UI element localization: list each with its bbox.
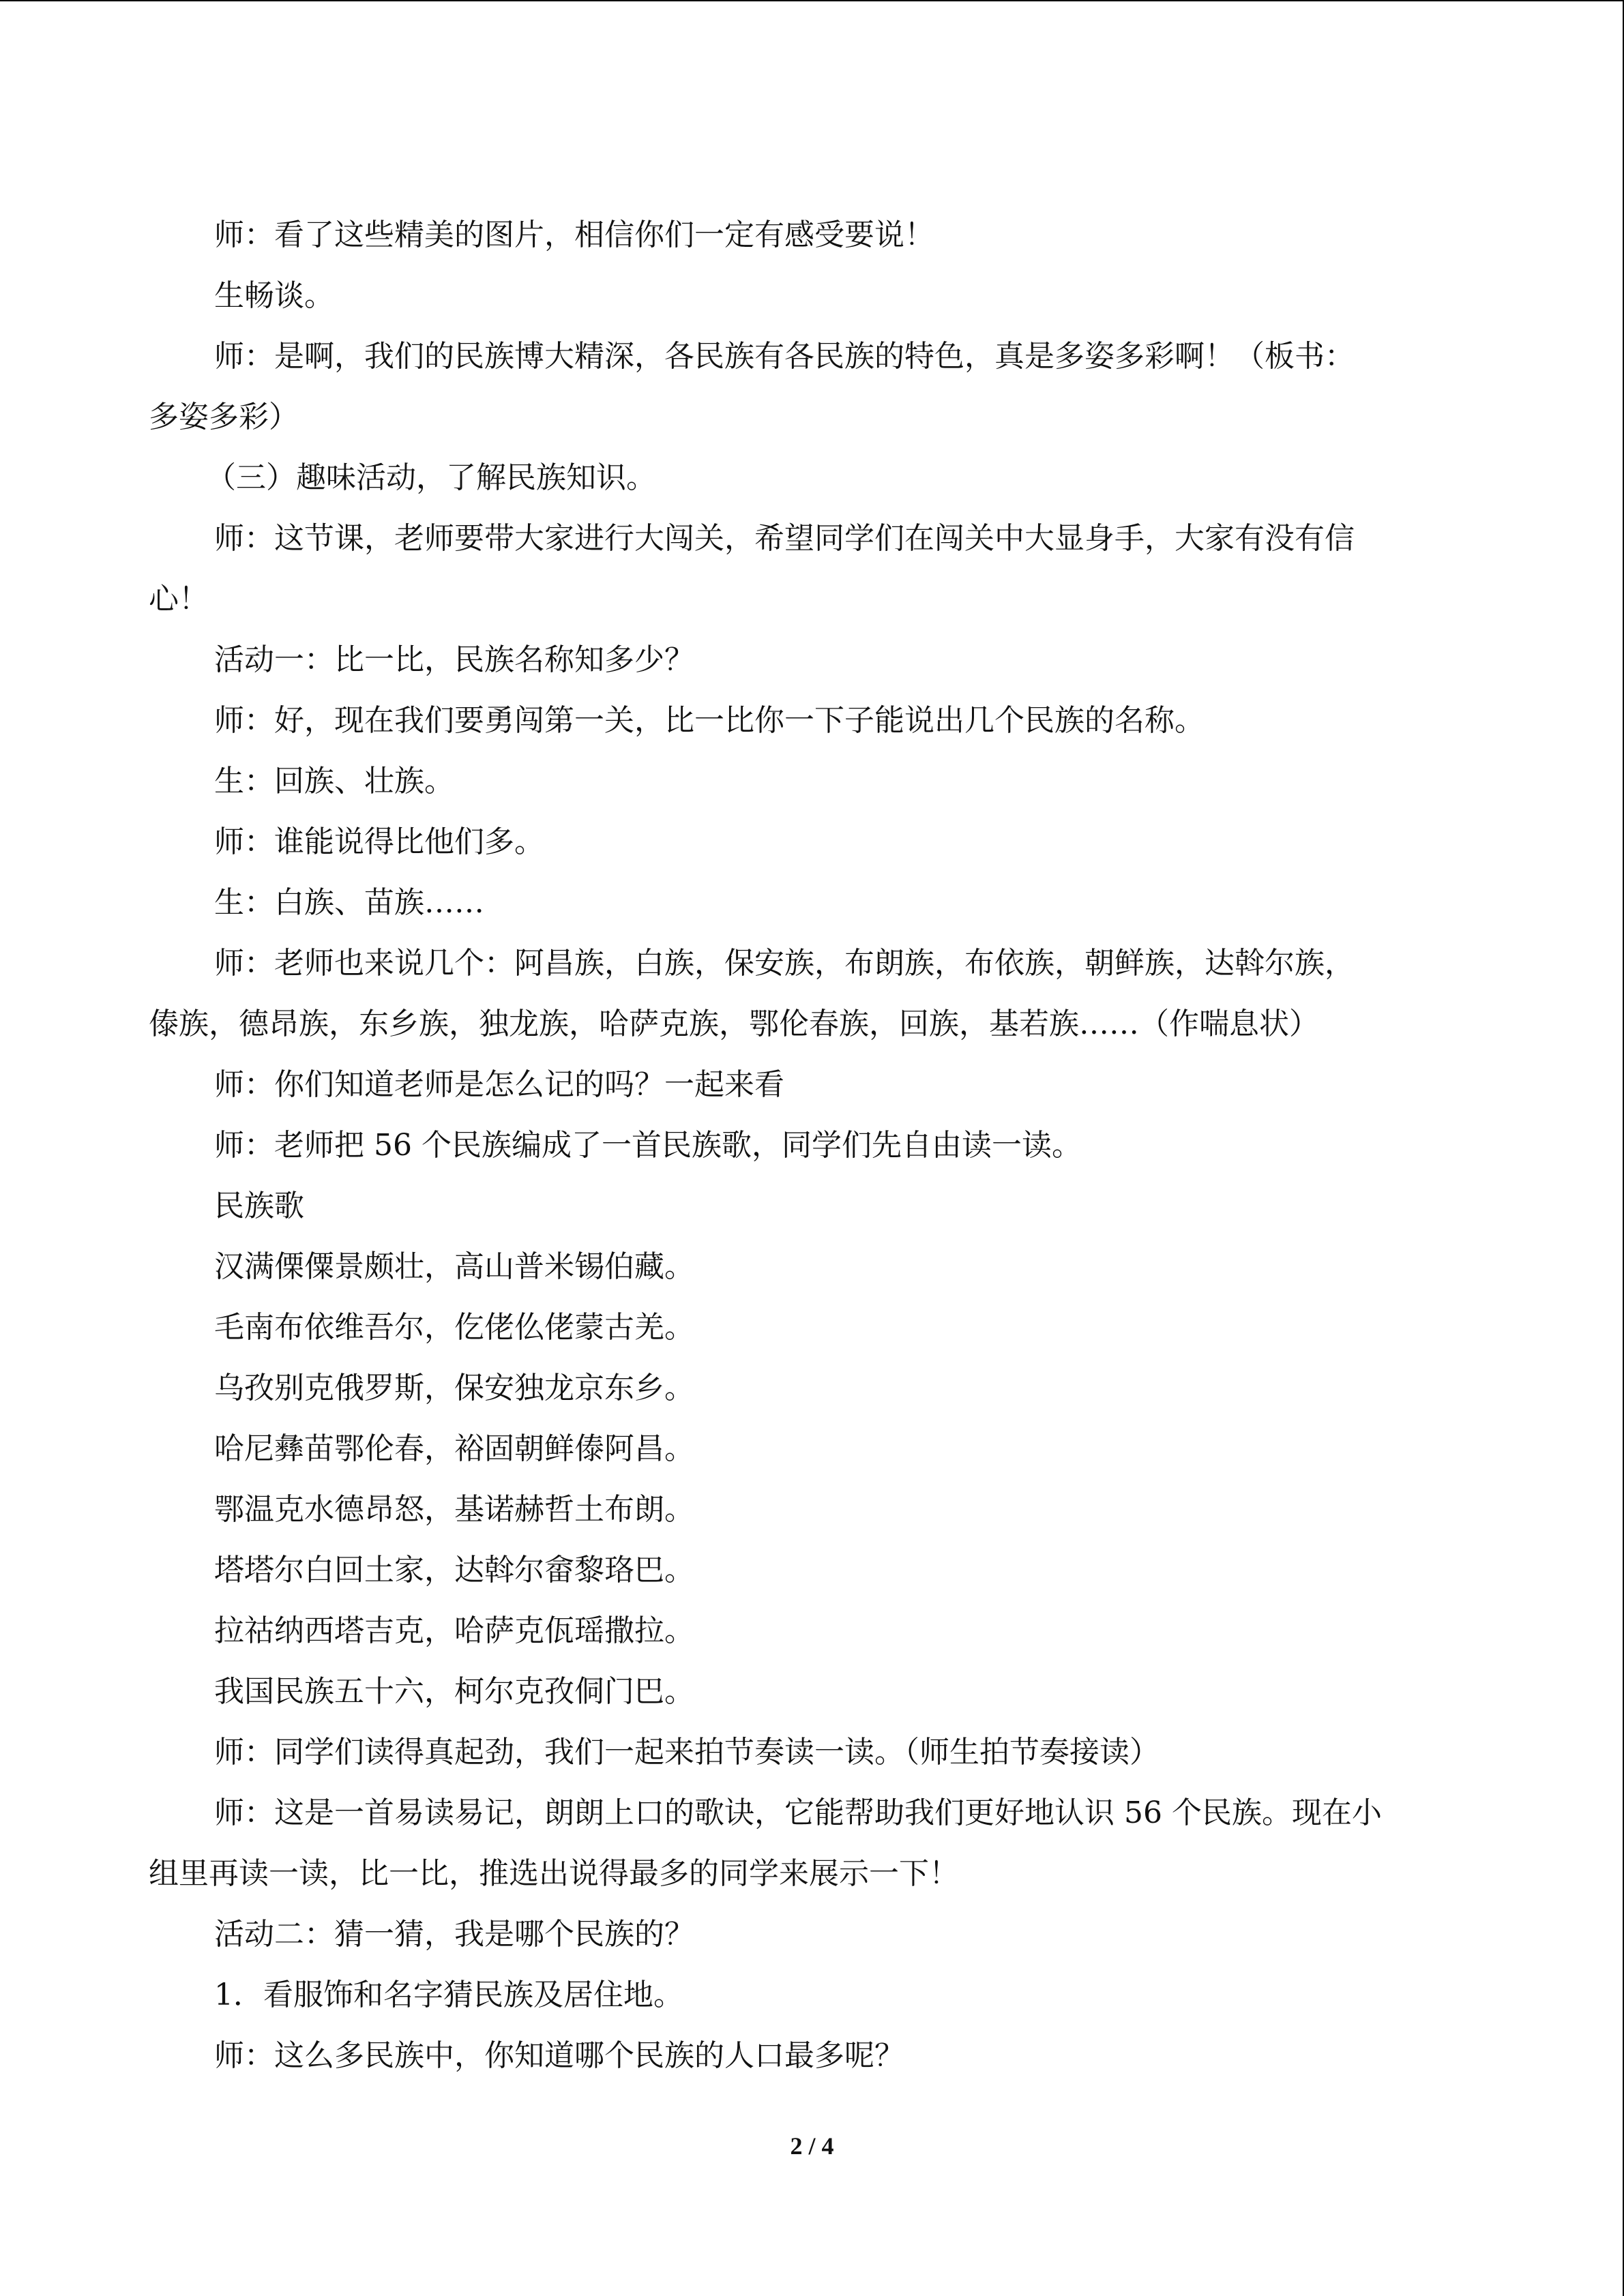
paragraph-line: 师：同学们读得真起劲，我们一起来拍节奏读一读。（师生拍节奏接读）: [214, 1735, 1160, 1770]
paragraph-line: 组里再读一读，比一比，推选出说得最多的同学来展示一下！: [149, 1856, 959, 1891]
paragraph-line: 师：是啊，我们的民族博大精深，各民族有各民族的特色，真是多姿多彩啊！（板书：: [214, 339, 1355, 374]
paragraph-line: 师：老师把 56 个民族编成了一首民族歌，同学们先自由读一读。: [214, 1128, 1082, 1163]
paragraph-line: 师：好，现在我们要勇闯第一关，比一比你一下子能说出几个民族的名称。: [214, 703, 1205, 738]
page-number: 2 / 4: [790, 2132, 834, 2160]
song-verse: 鄂温克水德昂怒，基诺赫哲土布朗。: [214, 1492, 694, 1527]
paragraph-line: 生：回族、壮族。: [214, 764, 454, 799]
paragraph-line: 心！: [149, 582, 209, 616]
document-body: [149, 205, 1468, 2086]
song-title: 民族歌: [214, 1189, 304, 1223]
list-item: 1．看服饰和名字猜民族及居住地。: [214, 1978, 683, 2012]
song-verse: 汉满傈僳景颇壮，高山普米锡伯藏。: [214, 1249, 694, 1284]
song-verse: 塔塔尔白回土家，达斡尔畲黎珞巴。: [214, 1553, 694, 1587]
paragraph-line: 生：白族、苗族……: [214, 885, 484, 920]
paragraph-line: 师：这节课，老师要带大家进行大闯关，希望同学们在闯关中大显身手，大家有没有信: [214, 521, 1355, 556]
song-verse: 毛南布依维吾尔，仡佬仫佬蒙古羌。: [214, 1310, 694, 1345]
paragraph-line: 生畅谈。: [214, 278, 334, 313]
song-verse: 我国民族五十六，柯尔克孜侗门巴。: [214, 1674, 694, 1709]
song-verse: 拉祜纳西塔吉克，哈萨克佤瑶撒拉。: [214, 1613, 694, 1648]
paragraph-line: 傣族，德昂族，东乡族，独龙族，哈萨克族，鄂伦春族，回族，基若族……（作喘息状）: [149, 1007, 1319, 1041]
activity-heading: 活动一：比一比，民族名称知多少？: [214, 642, 694, 677]
paragraph-line: 师：这么多民族中，你知道哪个民族的人口最多呢？: [214, 2038, 904, 2073]
song-verse: 乌孜别克俄罗斯，保安独龙京东乡。: [214, 1371, 694, 1405]
paragraph-line: 师：谁能说得比他们多。: [214, 824, 544, 859]
paragraph-line: 师：这是一首易读易记，朗朗上口的歌诀，它能帮助我们更好地认识 56 个民族。现在小: [214, 1795, 1382, 1830]
paragraph-line: 师：看了这些精美的图片，相信你们一定有感受要说！: [214, 218, 934, 252]
paragraph-line: 师：你们知道老师是怎么记的吗？一起来看: [214, 1067, 784, 1102]
section-heading: （三）趣味活动，了解民族知识。: [206, 460, 656, 495]
paragraph-line: 多姿多彩）: [149, 400, 299, 434]
activity-heading: 活动二：猜一猜，我是哪个民族的？: [214, 1917, 694, 1952]
song-verse: 哈尼彝苗鄂伦春，裕固朝鲜傣阿昌。: [214, 1431, 694, 1466]
paragraph-line: 师：老师也来说几个：阿昌族，白族，保安族，布朗族，布依族，朝鲜族，达斡尔族，: [214, 946, 1355, 981]
